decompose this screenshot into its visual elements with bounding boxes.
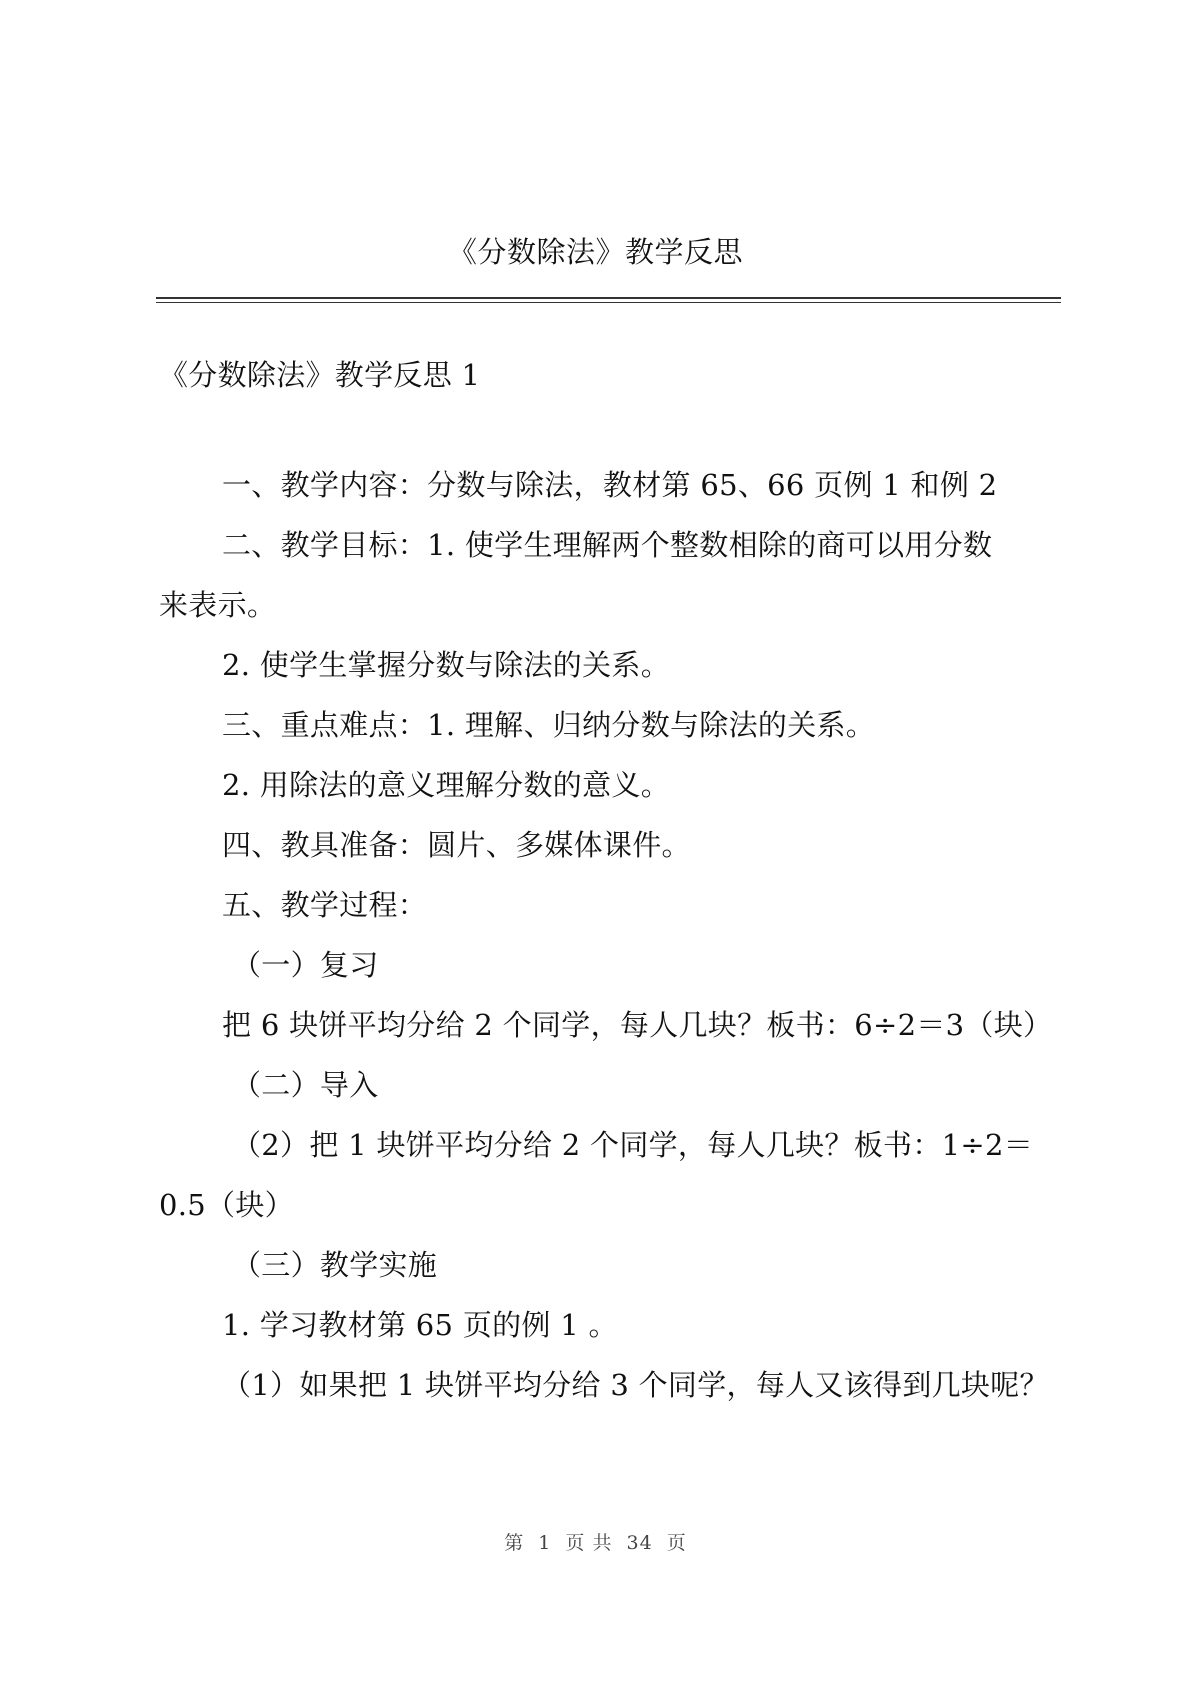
example-1-line: 1. 学习教材第 65 页的例 1 。	[222, 1308, 618, 1342]
teaching-content-line: 一、教学内容：分数与除法，教材第 65、66 页例 1 和例 2	[222, 468, 998, 502]
title-rule-thick	[156, 297, 1061, 299]
page-footer: 第 1 页 共 34 页	[504, 1532, 687, 1554]
implementation-heading: （三）教学实施	[232, 1248, 438, 1282]
intro-problem-continuation: 0.5（块）	[159, 1188, 294, 1222]
review-problem: 把 6 块饼平均分给 2 个同学，每人几块？板书：6÷2＝3（块）	[222, 1008, 1053, 1042]
key-points-line: 三、重点难点：1. 理解、归纳分数与除法的关系。	[222, 708, 876, 742]
intro-heading: （二）导入	[232, 1068, 379, 1102]
process-heading: 五、教学过程：	[222, 888, 428, 922]
title-rule-thin	[156, 302, 1061, 303]
example-1-question: （1）如果把 1 块饼平均分给 3 个同学，每人又该得到几块呢？	[222, 1368, 1049, 1402]
teaching-goal-line: 二、教学目标：1. 使学生理解两个整数相除的商可以用分数	[222, 528, 993, 562]
review-heading: （一）复习	[232, 948, 379, 982]
document-title: 《分数除法》教学反思	[447, 235, 743, 269]
key-points-2: 2. 用除法的意义理解分数的意义。	[222, 768, 670, 802]
materials-line: 四、教具准备：圆片、多媒体课件。	[222, 828, 691, 862]
section-heading: 《分数除法》教学反思 1	[159, 358, 481, 392]
teaching-goal-2: 2. 使学生掌握分数与除法的关系。	[222, 648, 670, 682]
intro-problem: （2）把 1 块饼平均分给 2 个同学，每人几块？板书：1÷2＝	[232, 1128, 1034, 1162]
teaching-goal-continuation: 来表示。	[159, 588, 277, 622]
